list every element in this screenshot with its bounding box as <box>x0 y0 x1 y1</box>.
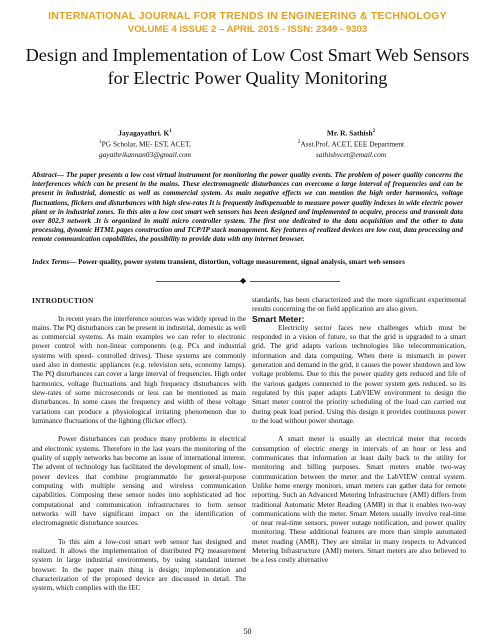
author-name: Jayagayathri. $K^1$ <box>118 128 172 138</box>
intro-paragraph-2: Power disturbances can produce many problems in electrical and electronic systems. Therefore in the last years the monitoring of the quality of supply networks has become an issue of international interest. The advent of technology has facilitated the development of small, low-power devices that combine programmable for general-purpose computing with multiple sensing and wireless communication capabilities. Composing these sensor nodes into sophisticated ad hoc computational and communication infrastructures to form sensor networks will have significant impact on the identification of electromagnetic disturbance sources. <box>32 435 246 528</box>
author-block-1 <box>60 127 230 160</box>
diamond-icon: ◆ <box>240 276 247 285</box>
right-column <box>252 296 466 566</box>
separator-line <box>156 281 246 282</box>
smart-meter-heading: Smart Meter: <box>252 313 305 324</box>
index-terms-text: — Power quality, power system transient, distortion, voltage measurement, signal analysis, smart web sensors <box>69 258 405 266</box>
abstract-label: Abstract <box>32 171 57 179</box>
author-block-2 <box>266 127 436 160</box>
journal-name: INTERNATIONAL JOURNAL FOR TRENDS IN ENGINEERING & TECHNOLOGY <box>48 10 447 22</box>
intro-paragraph-1: In recent years the interference sources was widely spread in the mains. The PQ disturbances can be present in industrial, domestic as well as commercial systems. As main examples we can refer to electronic power control with non-linear components (e.g. PCs and industrial systems with speed- controlled drives). These systems are commonly used also in domestic appliances (e.g. television sets, economy lamps). The PQ disturbances can cover a large interval of frequencies. High order harmonics, voltage fluctuations and high frequency disturbances with slew-rates of some microseconds or less can be mentioned as main disturbances. In some cases the frequency and width of these voltage variations can produce a physiological irritating phenomenon due to luminance fluctuations of the lighting (flicker effect). <box>32 314 246 425</box>
index-terms <box>32 258 463 267</box>
smart-meter-paragraph-1: Electricity sector faces new challenges which must be responded in a vision of future, so that the grid is upgraded to a smart grid. The grid adapts various technologies like telecommunication, information and data computing. When there is mismatch in power generation and demand in the grid, it causes the power shutdown and low voltage problems. Due to this the power quality gets reduced and life of the various gadgets connected to the power system gets reduced. so its regulated by this paper adapts LabVIEW environment to design the Smart meter control the priority scheduling of the load can carried out during peak load period. Using this design it provides continuous power to the load without power shortage. <box>252 323 466 425</box>
author-affiliation: $^2$Asst.Prof, ACET, EEE Department <box>297 139 405 149</box>
left-column <box>32 296 246 594</box>
introduction-heading: INTRODUCTION <box>32 296 94 305</box>
journal-issue: VOLUME 4 ISSUE 2 – APRIL 2015 - ISSN: 2349 - 9303 <box>127 24 368 35</box>
author-affiliation: $^1$PG Scholar, ME- EST, ACET, <box>99 139 191 149</box>
author-name: Mr. R. Sathish$^2$ <box>326 128 376 138</box>
page-number: 50 <box>243 627 252 636</box>
intro-paragraph-3: To this aim a low-cost smart web sensor has designed and realized. It allows the implementation of distributed PQ measurement system in large industrial environments, by using standard internet browser. In the paper main thing is design; implementation and characterization of the proposed device are discussed in detail. The system, which complies with the IEC <box>32 537 246 593</box>
abstract <box>32 171 463 245</box>
paper-title: Design and Implementation of Low Cost Smart Web Sensors for Electric Power Quality Monitoring <box>25 45 470 88</box>
index-terms-label: Index Terms <box>32 258 70 266</box>
author-email[interactable]: sathishvcet@email.com <box>315 149 387 159</box>
smart-meter-paragraph-2: A smart meter is usually an electrical meter that records consumption of electric energy in intervals of an hour or less and communicates that information at least daily back to the utility for monitoring and billing purposes. Smart meters enable two-way communication between the meter and the LabVIEW central system. Unlike home energy monitors, smart meters can gather data for remote reporting. Such an Advanced Metering Infrastructure (AMI) differs from traditional Automatic Meter Reading (AMR) in that it enables two-way communications with the meter. Smart Meters usually involve real-time or near real-time sensors, power outage notification, and power quality monitoring. These additional features are more than simple automated meter reading (AMR). They are similar in many respects to Advanced Metering Infrastructure (AMI) meters. Smart meters are also believed to be a less costly alternative <box>252 435 466 565</box>
intro-paragraph-4: standards, has been characterized and the more significant experimental results concerning the on field application are also given. <box>252 296 466 314</box>
section-separator <box>0 275 495 287</box>
author-email[interactable]: gayathrikannan03@gmail.com <box>99 149 191 159</box>
separator-line <box>250 281 340 282</box>
abstract-text: — The paper presents a low cost virtual instrument for monitoring the power quality events. The problem of power quality concerns the interferences which can be present in the mains. These electromagnetic disturbances can overcome a large interval of frequencies and can be present in industrial, domestic as well as commercial system. As main negative effects we can mention the high order harmonics, voltage fluctuations, flickers and disturbances with high slew-rates It is frequently indispensable to measure power quality indexes in wide electric power plant or in industrial zones. To this aim a low cost smart web sensors has been designed and implemented to acquire, process and transmit data over 802.3 network .It is organized in multi micro controller system. The first one dedicated to the data acquisition and the other to data processing, dynamic HTML pages construction and TCP/IP stack management. Key features of realized devices are low cost, data processing and remote communication capabilities, the possibility to provide data with any internet browser. <box>32 171 463 244</box>
